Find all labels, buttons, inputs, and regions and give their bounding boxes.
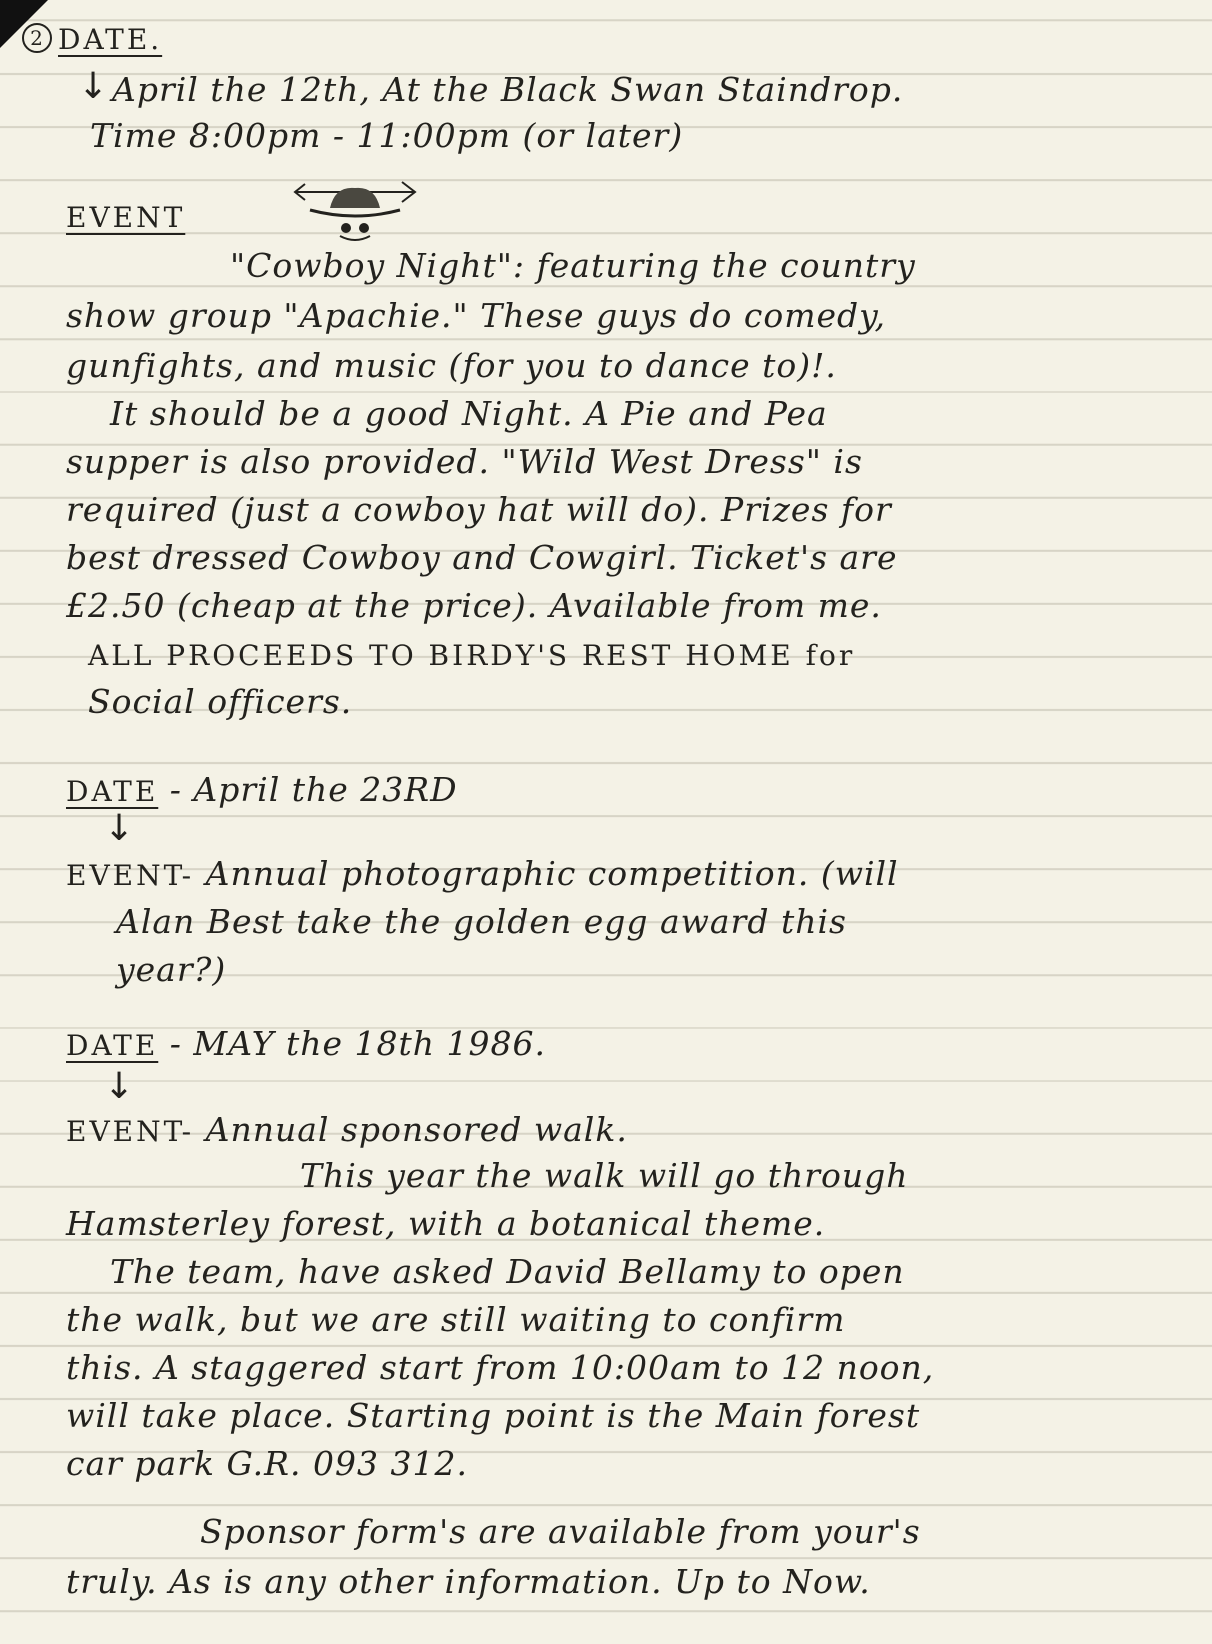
event1-label-row	[66, 190, 1166, 242]
event2-date-row	[66, 764, 1166, 816]
event1-text-line: show group "Apachie." These guys do comedy,	[66, 296, 886, 335]
event1-text-line: £2.50 (cheap at the price). Available from me.	[66, 586, 882, 625]
event1-text-line: It should be a good Night. A Pie and Pea	[110, 394, 828, 433]
event1-label: EVENT	[66, 201, 186, 234]
section-number: 2	[22, 23, 52, 53]
event1-time: Time 8:00pm - 11:00pm (or later)	[90, 116, 684, 155]
event1-text-line: required (just a cowboy hat will do). Prizes for	[66, 490, 892, 529]
event3-text-line: will take place. Starting point is the Main forest	[66, 1396, 921, 1435]
down-arrow-icon: ↓	[78, 66, 109, 107]
event3-text-line: The team, have asked David Bellamy to open	[110, 1252, 905, 1291]
event3-text-line: Annual sponsored walk.	[205, 1110, 628, 1149]
event1-text-line: best dressed Cowboy and Cowgirl. Ticket's are	[66, 538, 898, 577]
event3-text-line: Sponsor form's are available from your's	[200, 1512, 921, 1551]
date-label-3: DATE	[66, 1029, 159, 1062]
event2-text-line: Alan Best take the golden egg award this	[116, 902, 847, 941]
event3-text-line: car park G.R. 093 312.	[66, 1444, 468, 1483]
date-label-2: DATE	[66, 775, 159, 808]
down-arrow-icon: ↓	[104, 808, 135, 849]
event1-text-line: gunfights, and music (for you to dance to)!.	[66, 346, 837, 385]
event1-text-line: ALL PROCEEDS TO BIRDY'S REST HOME for	[88, 639, 856, 672]
event3-text-line: truly. As is any other information. Up to Now.	[66, 1562, 871, 1601]
down-arrow-icon: ↓	[104, 1066, 135, 1107]
section-header	[22, 12, 1122, 64]
event3-text-line: This year the walk will go through	[300, 1156, 909, 1195]
event3-date: - MAY the 18th 1986.	[169, 1024, 546, 1063]
event3-text-line: the walk, but we are still waiting to confirm	[66, 1300, 846, 1339]
event1-text-line: supper is also provided. "Wild West Dress" is	[66, 442, 863, 481]
event1-text-line: "Cowboy Night": featuring the country	[230, 246, 916, 285]
cowboy-hat-doodle-icon	[290, 178, 420, 248]
event2-label: EVENT-	[66, 859, 195, 892]
event2-text-line: Annual photographic competition. (will	[205, 854, 899, 893]
event1-text-line: Social officers.	[88, 682, 353, 721]
event1-date: April the 12th, At the Black Swan Staindrop.	[112, 70, 904, 109]
event2-date: - April the 23RD	[169, 770, 458, 809]
event3-text-line: Hamsterley forest, with a botanical theme.	[66, 1204, 826, 1243]
date-label-1: DATE.	[58, 23, 163, 56]
event3-label: EVENT-	[66, 1115, 195, 1148]
event2-text-line: year?)	[116, 950, 227, 989]
event2-label-row	[66, 848, 1166, 900]
event3-text-line: this. A staggered start from 10:00am to 12 noon,	[66, 1348, 935, 1387]
event3-label-row	[66, 1104, 1166, 1156]
event3-date-row	[66, 1018, 1166, 1070]
